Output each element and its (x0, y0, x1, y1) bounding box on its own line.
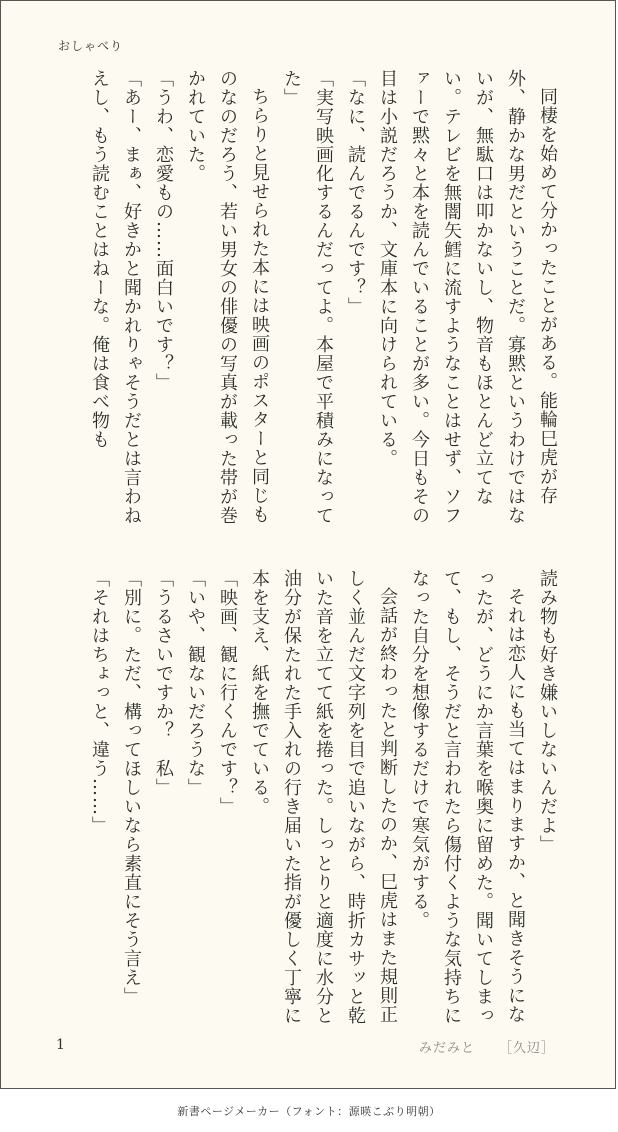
paragraph: 会話が終わったと判断したのか、巳虎はまた規則正しく並んだ文字列を目で追いながら、時折カサッと乾いた音を立てて紙を捲った。しっとりと適度に水分と油分が保たれた手入れの行き届いた指が優しく丁寧に本を支え、紙を撫でている。 (249, 569, 398, 1025)
author-credit (419, 1037, 555, 1056)
paragraph: それは恋人にも当てはまりますか、と聞きそうになったが、どうにか言葉を喉奥に留めた。聞いてしまって、もし、そうだと言われたら傷付くような気持ちになった自分を想像するだけで寒気がする。 (409, 569, 526, 1025)
text-block-top (53, 69, 563, 539)
paragraph: 読み物も好き嫌いしないんだよ」 (537, 569, 558, 854)
paragraph: 「映画、観に行くんです？」 (217, 569, 238, 816)
paragraph: 「なに、読んでるんです？」 (345, 69, 366, 316)
paragraph: ちらりと見せられた本には映画のポスターと同じものなのだろう、若い男女の俳優の写真が載った帯が巻かれていた。 (185, 69, 270, 525)
paragraph: 「いや、観ないだろうな」 (185, 569, 206, 797)
paragraph: 「別に。ただ、構ってほしいなら素直にそう言え」 (121, 569, 142, 1006)
paragraph: 「それはちょっと、違う……」 (89, 569, 110, 835)
paragraph: 「実写映画化するんだってよ。本屋で平積みになってた」 (281, 69, 334, 525)
paragraph: 同棲を始めて分かったことがある。能輪巳虎が存外、静かな男だということだ。寡黙というわけではないが、無駄口は叩かないし、物音もほとんど立てない。テレビを無闇矢鱈に流すようなことはせず、ソファーで黙々と本を読んでいることが多い。今日もその目は小説だろうか、文庫本に向けられている。 (377, 69, 558, 525)
paragraph: 「あー、まぁ、好きかと聞かれりゃそうだとは言わねえし、もう読むことはねーな。俺は食べ物も (89, 69, 142, 525)
page-title: おしゃべり (58, 39, 124, 53)
translator-name: ［久辺］ (498, 1041, 555, 1056)
caption: 新書ページメーカー（フォント：源暎こぶり明朝） (177, 1105, 441, 1118)
paragraph: 「うるさいですか？ 私」 (153, 569, 174, 797)
author-name: みだみと (418, 1041, 475, 1056)
page-number: 1 (56, 1037, 65, 1053)
text-block-bottom (53, 569, 563, 1039)
paragraph: 「うわ、恋愛もの……面白いです？」 (153, 69, 174, 392)
